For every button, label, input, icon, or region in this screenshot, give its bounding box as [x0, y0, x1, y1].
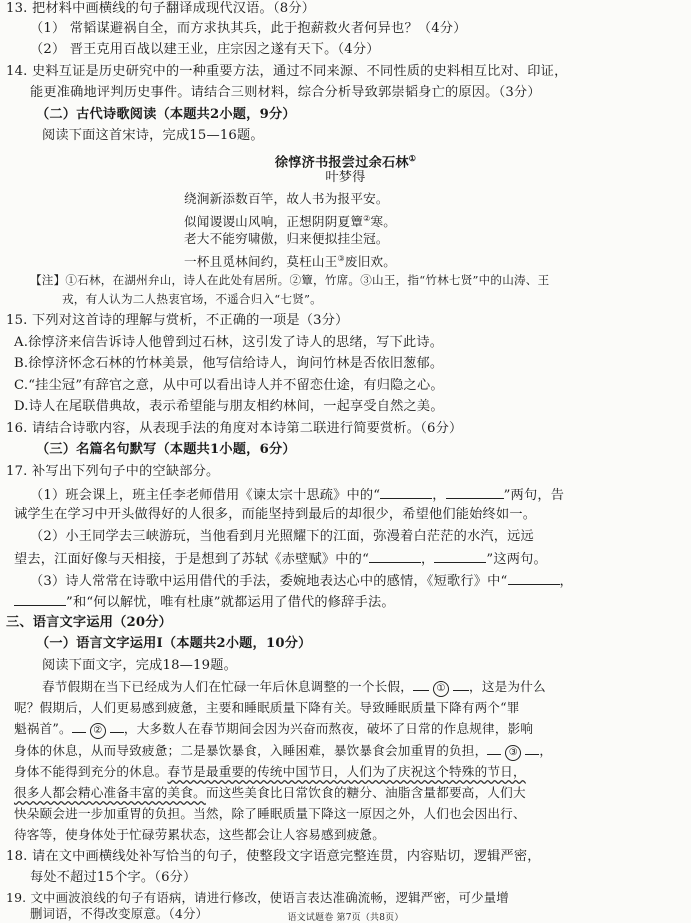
sub-1-intro: 阅读下面文字，完成18—19题。: [42, 658, 238, 673]
section-III-heading: 三、语言文字运用（20分）: [6, 615, 173, 630]
poem-line-3: 老大不能穷啸傲，归来便拟挂尘冠。: [184, 231, 389, 246]
q15-option-d: D.诗人在尾联借典故，表示希望能与朋友相约林间，一起享受自然之美。: [14, 399, 444, 414]
poem-line-2: 似闻谡谡山风响，正想阴阴夏簟②寒。: [184, 214, 397, 230]
passage-line-1: 春节假期在当下已经成为人们在忙碌一年后休息调整的一个长假， ① ，这是为什么: [42, 678, 546, 697]
section-3-heading: （三）名篇名句默写（本题共1小题，6分）: [36, 442, 296, 457]
q17-item-1-line-2: 诫学生在学习中开头做得好的人很多，而能坚持到最后的却很少，希望他们能始终如一。: [14, 507, 537, 522]
q19-line-2: 删词语，不得改变原意。（4分）: [30, 906, 209, 921]
q19-line-1: 19. 文中画波浪线的句子有语病，请进行修改，使语言表达准确流畅，逻辑严密，可少量增: [6, 890, 509, 905]
q14-line-1: 14. 史料互证是历史研究中的一种重要方法，通过不同来源、不同性质的史料相互比对、印证，: [6, 64, 568, 79]
blank-1-marker: ①: [433, 681, 449, 697]
q17-title: 17. 补写出下列句子中的空缺部分。: [6, 464, 220, 479]
passage-line-6: 很多人都会精心准备丰富的美食。而这些美食比日常饮食的糖分、油脂含量都要高，人们大: [14, 785, 526, 800]
q14-line-2: 能更准确地评判历史事件。请结合三则材料，综合分析导致郭崇韬身亡的原因。（3分）: [30, 85, 541, 100]
passage-line-5: 身体不能得到充分的休息。春节是最重要的传统中国节日，人们为了庆祝这个特殊的节日，: [14, 764, 526, 779]
passage-line-7: 快朵颐会进一步加重胃的负担。当然，除了睡眠质量下降这一原因之外，人们也会因出行、: [14, 806, 526, 821]
page-footer: 语文试题卷 第7页（共8页）: [287, 913, 404, 923]
q15-option-c: C.“挂尘冠”有辞官之意，从中可以看出诗人并不留恋仕途，有归隐之心。: [14, 378, 444, 393]
passage-line-3: 魁祸首”。 ② ，大多数人在春节期间会因为兴奋而熬夜，破坏了日常的作息规律，影响: [14, 720, 533, 739]
passage-line-2: 呢？假期后，人们更易感到疲惫，主要和睡眠质量下降有关。导致睡眠质量下降有两个“罪: [14, 700, 520, 715]
passage-line-8: 待客等，使身体处于忙碌劳累状态，这些都会让人容易感到疲惫。: [14, 827, 386, 842]
passage-line-4: 身体的休息，从而导致疲惫；二是暴饮暴食，入睡困难，暴饮暴食会加重胃的负担， ③ ，: [14, 742, 552, 761]
poem-line-1: 绕涧新添数百竿，故人书为报平安。: [184, 191, 389, 206]
note-line-1: 【注】①石林，在湖州弁山，诗人在此处有居所。②簟，竹席。③山王，指“竹林七贤”中的山涛、王: [30, 273, 550, 287]
q17-item-3-line-2: ”和“何以解忧，唯有杜康”就都运用了借代的修辞手法。: [14, 592, 395, 612]
section-2-intro: 阅读下面这首宋诗，完成15—16题。: [42, 128, 264, 143]
blank-3-marker: ③: [505, 745, 521, 761]
q13-title: 13. 把材料中画横线的句子翻译成现代汉语。（8分）: [6, 1, 316, 16]
q15-option-a: A.徐惇济来信告诉诗人他曾到过石林，这引发了诗人的思绪，写下此诗。: [14, 335, 444, 350]
q18-line-1: 18. 请在文中画横线处补写恰当的句子，使整段文字语意完整连贯，内容贴切，逻辑严密，: [6, 849, 541, 864]
poem-title: 徐惇济书报尝过余石林①: [274, 153, 417, 171]
section-2-heading: （二）古代诗歌阅读（本题共2小题，9分）: [36, 107, 296, 122]
poem-author: 叶梦得: [325, 170, 366, 185]
q15-title: 15. 下列对这首诗的理解与赏析，不正确的一项是（3分）: [6, 313, 349, 328]
q17-item-1-line-1: （1）班会课上，班主任李老师借用《谏太宗十思疏》中的“ ， ”两句，告: [30, 485, 564, 505]
q15-option-b: B.徐惇济怀念石林的竹林美景，他写信给诗人，询问竹林是否依旧葱郁。: [14, 356, 444, 371]
q13-sentence-2: （2） 晋王克用百战以建王业，庄宗因之遂有天下。（4分）: [30, 42, 380, 57]
q18-line-2: 每处不超过15个字。（6分）: [30, 870, 197, 885]
q17-item-2-line-2: 望去，江面好像与天相接，于是想到了苏轼《赤壁赋》中的“ ， ”这两句。: [14, 549, 547, 569]
q17-item-3-line-1: （3）诗人常常在诗歌中运用借代的手法，委婉地表达心中的感情，《短歌行》中“ ，: [30, 571, 573, 591]
blank-2-marker: ②: [90, 723, 106, 739]
wavy-sentence-part-2: 很多人都会精心准备丰富的美食。: [14, 785, 206, 800]
q13-sentence-1: （1） 常韬谋避祸自全，而方求执其兵，此于抱薪救火者何异也？（4分）: [30, 21, 467, 36]
sub-1-heading: （一）语言文字运用Ⅰ（本题共2小题，10分）: [36, 636, 312, 651]
wavy-sentence-part-1: 春节是最重要的传统中国节日，人们为了庆祝这个特殊的节日，: [167, 764, 526, 779]
poem-line-4: 一杯且觅林间约，莫枉山王③废旧欢。: [184, 254, 397, 270]
q16-question: 16. 请结合诗歌内容，从表现手法的角度对本诗第二联进行简要赏析。（6分）: [6, 421, 463, 436]
q17-item-2-line-1: （2）小王同学去三峡游玩，当他看到月光照耀下的江面，弥漫着白茫茫的水汽，远远: [30, 529, 534, 544]
note-line-2: 戎，有人认为二人热衷官场，不遥合归入“七贤”。: [62, 292, 322, 306]
